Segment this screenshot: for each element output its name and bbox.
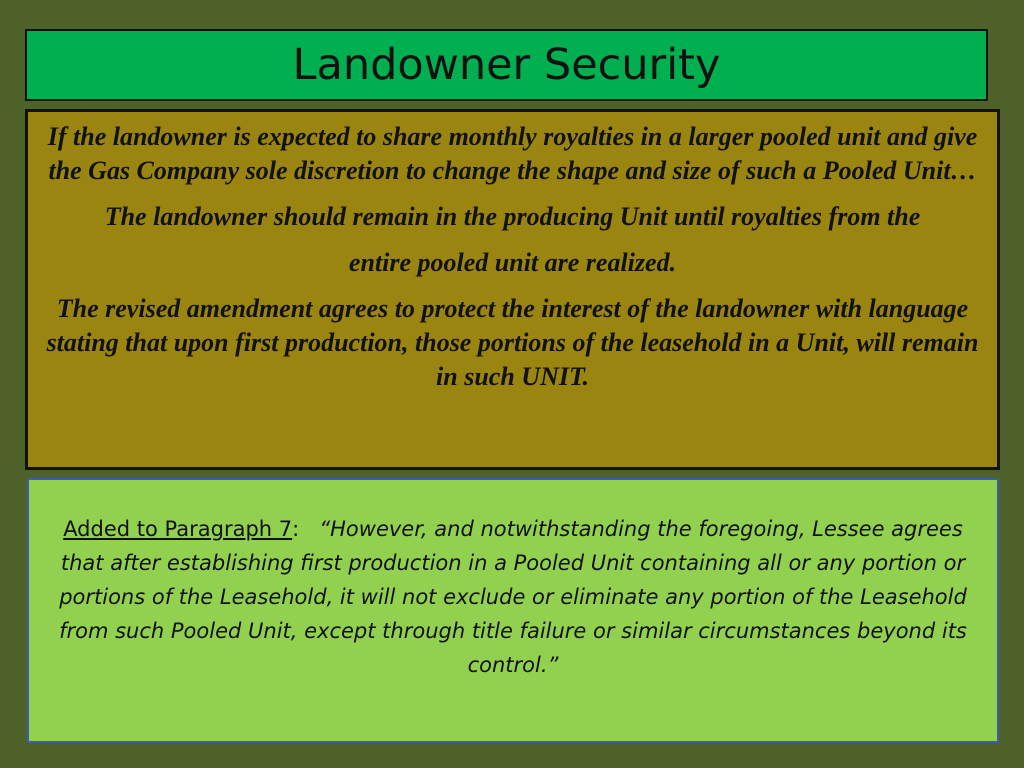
amendment-colon: : <box>292 517 300 541</box>
summary-panel <box>25 109 1000 470</box>
amendment-heading: Added to Paragraph 7 <box>63 517 293 541</box>
amendment-quote: “However, and notwithstanding the foregoing, Lessee agrees that after establishing first production in a Pooled Unit containing all or any portion or portions of the Leasehold, it will not exclude or eliminate any portion of the Leasehold from such Pooled Unit, except through title failure or similar circumstances beyond its control.” <box>59 517 967 677</box>
summary-paragraph-2: The landowner should remain in the producing Unit until royalties from the entire pooled unit are realized. <box>104 202 921 277</box>
amendment-text <box>41 512 985 682</box>
amendment-panel <box>27 478 999 743</box>
summary-paragraph-1: If the landowner is expected to share monthly royalties in a larger pooled unit and give the Gas Company sole discretion to change the shape and size of such a Pooled Unit… <box>47 122 978 185</box>
title-banner <box>25 29 988 101</box>
summary-paragraph-3: The revised amendment agrees to protect the interest of the landowner with language stating that upon first production, those portions of the leasehold in a Unit, will remain in such UNIT. <box>46 294 979 391</box>
slide-title: Landowner Security <box>292 39 721 90</box>
